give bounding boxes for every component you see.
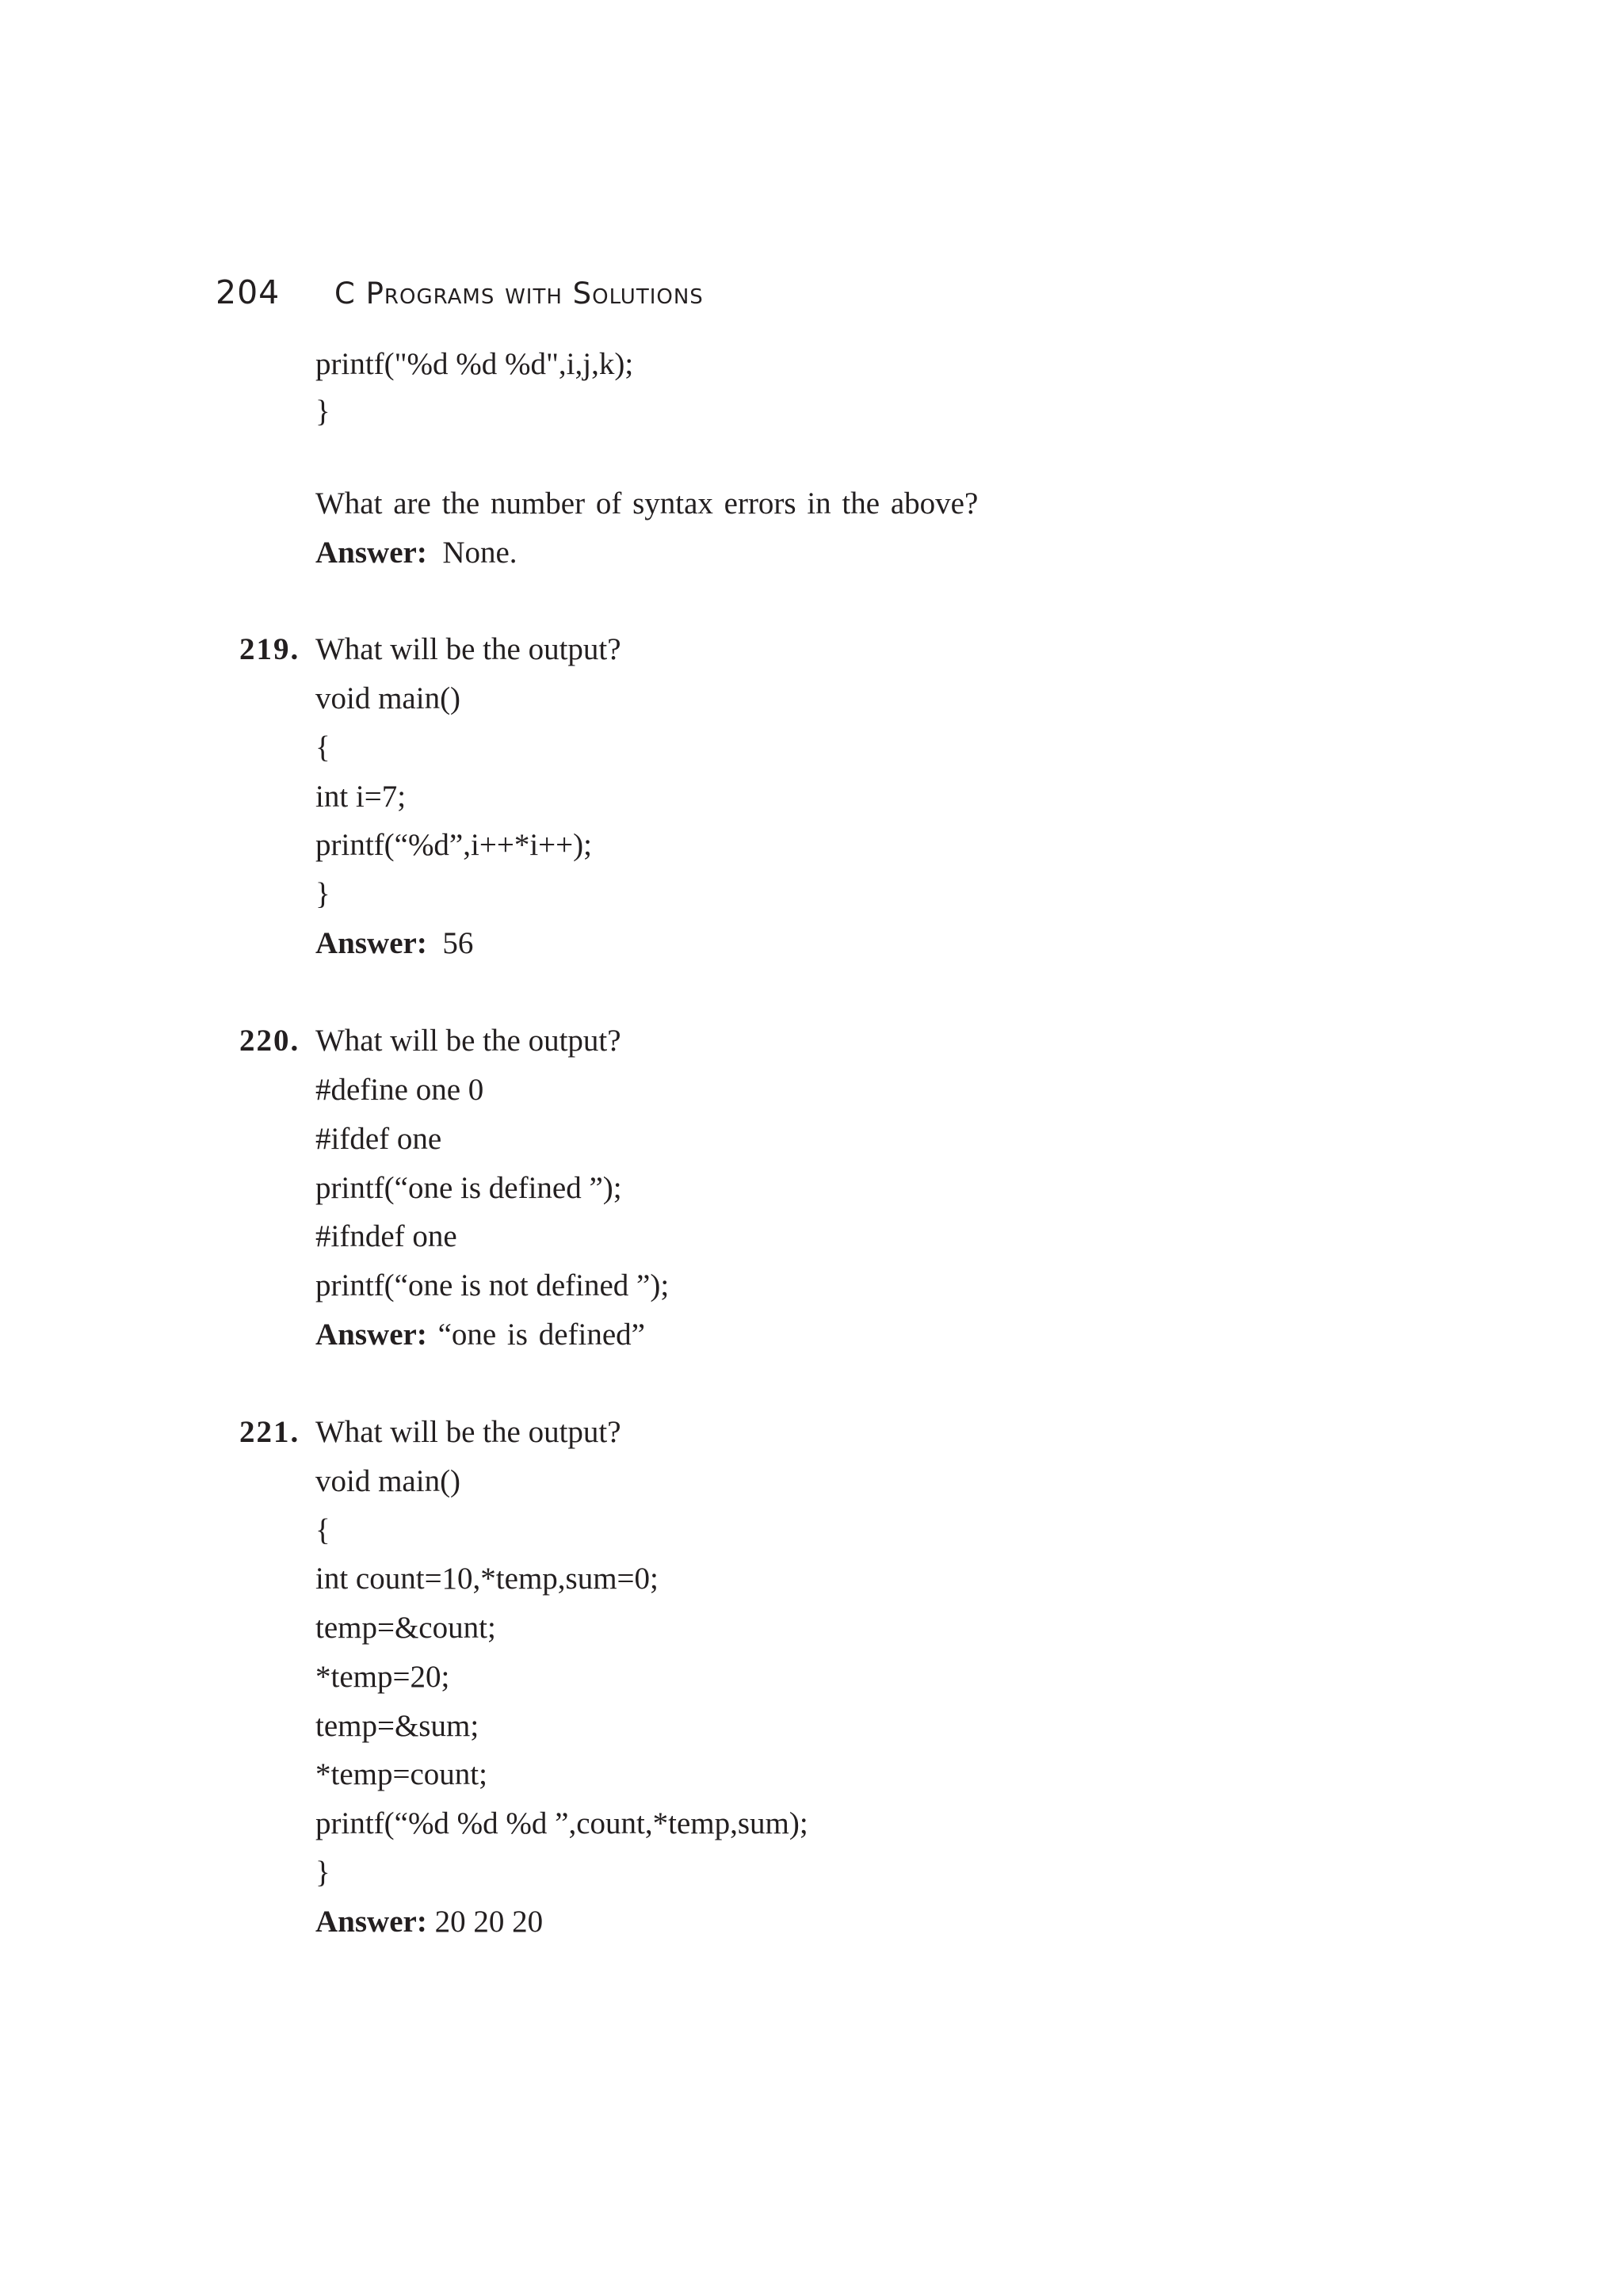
question-prompt: What will be the output? — [315, 1415, 621, 1449]
code-line: #define one 0 — [315, 1073, 484, 1107]
page-number: 204 — [216, 273, 281, 311]
answer-line — [315, 534, 517, 572]
answer-label: Answer: — [315, 1318, 427, 1352]
answer-line — [315, 1316, 645, 1354]
answer-line — [315, 925, 473, 963]
code-line: temp=&count; — [315, 1611, 496, 1645]
code-line: printf(“one is defined ”); — [315, 1171, 622, 1205]
code-line: printf(“%d”,i++*i++); — [315, 828, 592, 862]
code-line: #ifndef one — [315, 1219, 457, 1253]
answer-label: Answer: — [315, 536, 427, 570]
question-prompt: What are the number of syntax errors in the above? — [315, 486, 979, 521]
question-number: 221. — [239, 1415, 300, 1449]
code-line: { — [315, 730, 330, 765]
answer-line — [315, 1903, 543, 1941]
code-line: } — [315, 395, 330, 429]
code-line: } — [315, 1855, 330, 1890]
answer-value: None. — [442, 536, 517, 570]
answer-value: “one is defined” — [437, 1318, 645, 1352]
question-number: 220. — [239, 1024, 300, 1058]
running-title: C Programs with Solutions — [334, 277, 704, 311]
question-number: 219. — [239, 632, 300, 666]
code-line: int count=10,*temp,sum=0; — [315, 1562, 659, 1596]
code-line: #ifdef one — [315, 1122, 442, 1156]
answer-value: 56 — [442, 926, 474, 960]
answer-label: Answer: — [315, 926, 427, 960]
code-line: int i=7; — [315, 780, 407, 814]
question-prompt: What will be the output? — [315, 1024, 621, 1058]
code-line: void main() — [315, 681, 461, 715]
code-line: { — [315, 1513, 330, 1547]
code-line: void main() — [315, 1464, 461, 1498]
code-line: *temp=count; — [315, 1757, 487, 1791]
code-line: temp=&sum; — [315, 1709, 479, 1743]
code-line: printf(“%d %d %d ”,count,*temp,sum); — [315, 1806, 808, 1840]
code-line: *temp=20; — [315, 1660, 450, 1694]
page-header — [216, 273, 704, 321]
code-line: printf("%d %d %d",i,j,k); — [315, 347, 634, 381]
code-line: } — [315, 877, 330, 911]
question-prompt: What will be the output? — [315, 632, 621, 666]
answer-value: 20 20 20 — [434, 1905, 544, 1939]
code-line: printf(“one is not defined ”); — [315, 1268, 670, 1302]
answer-label: Answer: — [315, 1905, 427, 1939]
